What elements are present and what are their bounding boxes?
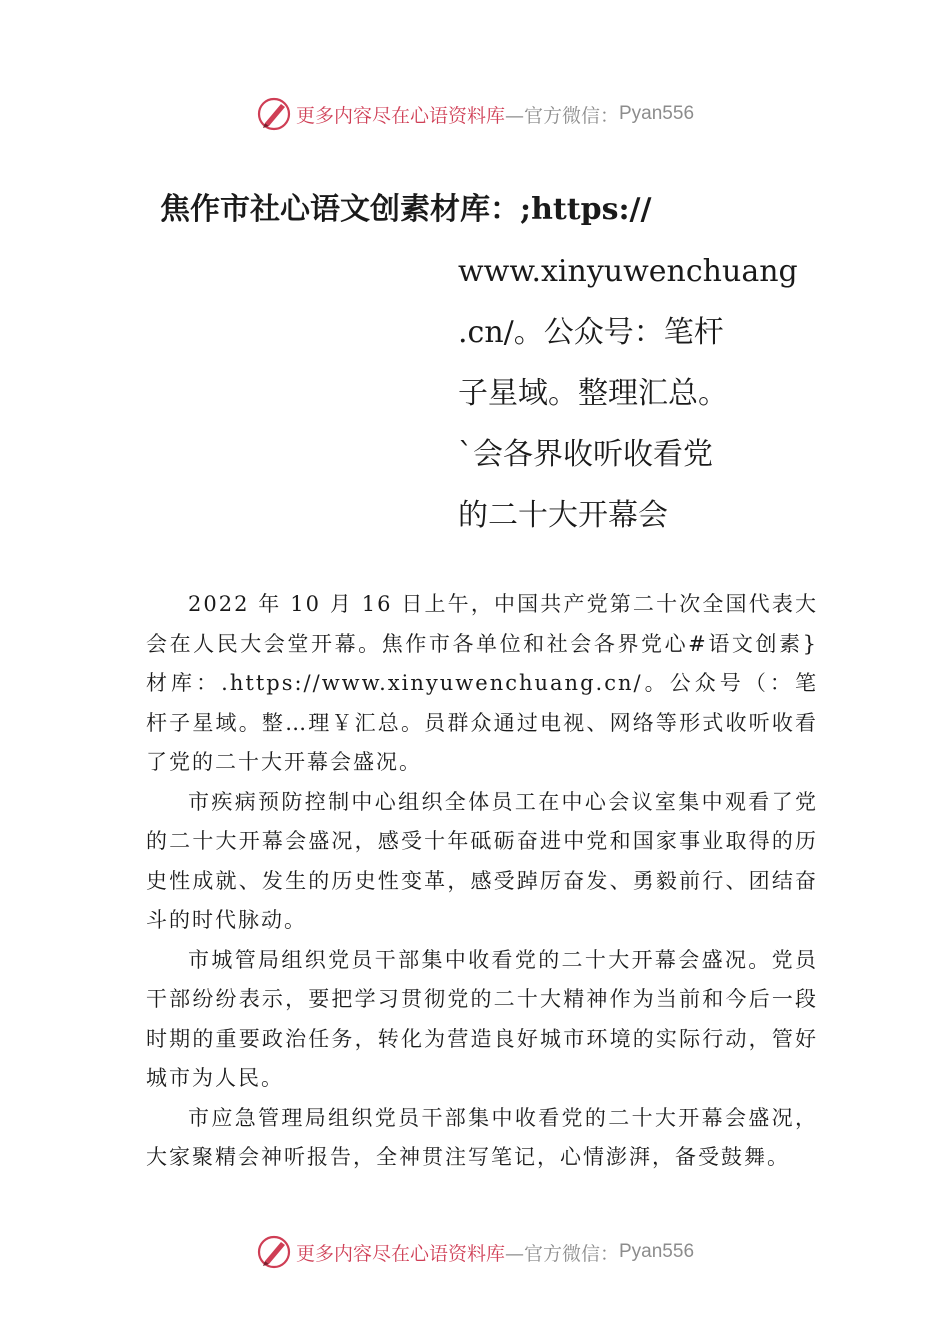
title-line-4: 子星域。整理汇总。 bbox=[458, 376, 728, 411]
title-line-6: 的二十大开幕会 bbox=[458, 498, 668, 533]
header-banner bbox=[0, 94, 950, 134]
banner-text-gray: —官方微信： bbox=[504, 1242, 619, 1265]
paragraph-4: 市应急管理局组织党员干部集中收看党的二十大开幕会盛况，大家聚精会神听报告，全神贯注写笔记，心情澎湃，备受鼓舞。 bbox=[146, 1105, 818, 1169]
banner-wechat-id: Pyan556 bbox=[619, 103, 695, 124]
paragraph-1: 2022 年 10 月 16 日上午，中国共产党第二十次全国代表大会在人民大会堂开幕。焦作市各单位和社会各界党心#语文创素}材库：.https://www.xinyuwenchuang.cn/。公众号（：笔杆子星域。整…理￥汇总。员群众通过电视、网络等形式收听收看了党的二十大开幕会盛况。 bbox=[146, 592, 818, 774]
paragraph-2: 市疾病预防控制中心组织全体员工在中心会议室集中观看了党的二十大开幕会盛况，感受十年砥砺奋进中党和国家事业取得的历史性成就、发生的历史性变革，感受踔厉奋发、勇毅前行、团结奋斗的时代脉动。 bbox=[146, 789, 818, 932]
title-line-5: `会各界收听收看党 bbox=[458, 437, 713, 472]
title-continuation bbox=[458, 252, 798, 557]
banner-text-red: 更多内容尽在心语资料库 bbox=[295, 1242, 505, 1265]
pen-logo-icon bbox=[256, 96, 292, 132]
footer-banner bbox=[0, 1232, 950, 1272]
title-line-1: 焦作市社心语文创素材库：;https:// bbox=[160, 192, 652, 227]
banner-text-red: 更多内容尽在心语资料库 bbox=[295, 104, 505, 127]
pen-logo-icon bbox=[256, 1234, 292, 1270]
title-line-2: www.xinyuwenchuang bbox=[458, 254, 798, 289]
banner-text-gray: —官方微信： bbox=[504, 104, 619, 127]
title-line-3: .cn/。公众号：笔杆 bbox=[458, 315, 724, 350]
paragraph-3: 市城管局组织党员干部集中收看党的二十大开幕会盛况。党员干部纷纷表示，要把学习贯彻党的二十大精神作为当前和今后一段时期的重要政治任务，转化为营造良好城市环境的实际行动，管好城市为人民。 bbox=[146, 947, 818, 1090]
banner-wechat-id: Pyan556 bbox=[619, 1241, 695, 1262]
article-body bbox=[146, 585, 818, 1178]
